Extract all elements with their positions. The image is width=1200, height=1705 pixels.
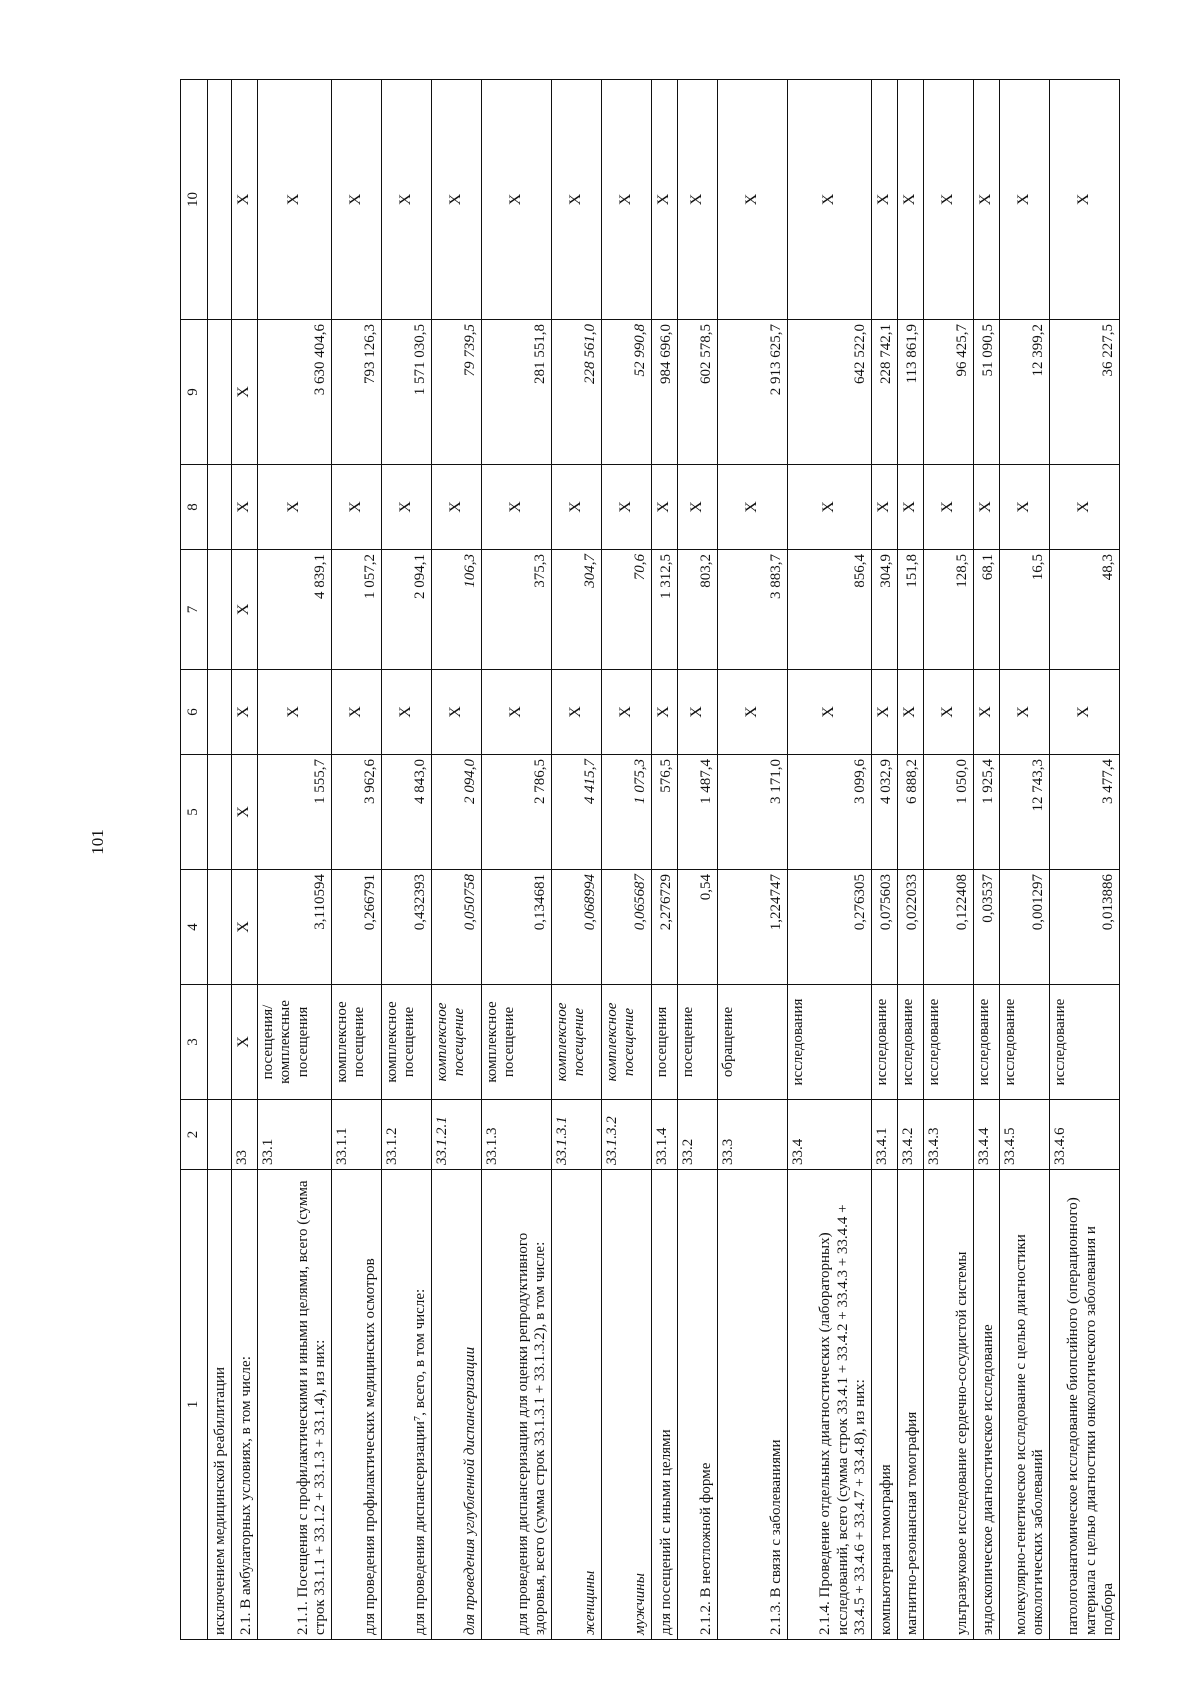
- table-rotator: [180, 80, 1116, 1640]
- row-col8: Х: [482, 465, 552, 550]
- row-code: 33.4.3: [924, 1100, 974, 1170]
- row-col5: 3 099,6: [788, 755, 872, 870]
- row-code: 33.4.5: [1000, 1100, 1050, 1170]
- row-col10: [208, 80, 232, 320]
- row-unit: комплексное посещение: [382, 985, 432, 1100]
- row-code: 33.2: [678, 1100, 718, 1170]
- row-code: 33.1.2.1: [432, 1100, 482, 1170]
- row-col7: 128,5: [924, 550, 974, 670]
- row-unit: [208, 985, 232, 1100]
- row-name: 2.1.1. Посещения с профилактическими и иными целями, всего (сумма строк 33.1.1 + 33.1.2 + 33.1.3 + 33.1.4), из них:: [258, 1170, 332, 1640]
- row-code: 33.4.6: [1050, 1100, 1120, 1170]
- row-col7: 856,4: [788, 550, 872, 670]
- row-col5: 1 487,4: [678, 755, 718, 870]
- table-row: [232, 80, 258, 1640]
- row-col4: 0,050758: [432, 870, 482, 985]
- row-code: 33.4.4: [974, 1100, 1000, 1170]
- row-code: 33.1: [258, 1100, 332, 1170]
- row-col7: 68,1: [974, 550, 1000, 670]
- row-name: молекулярно-генетическое исследование с целью диагностики онкологических заболеваний: [1000, 1170, 1050, 1640]
- table-row: [1000, 80, 1050, 1640]
- row-col10: Х: [332, 80, 382, 320]
- row-name: 2.1.4. Проведение отдельных диагностических (лабораторных) исследований, всего (сумма строк 33.4.1 + 33.4.2 + 33.4.3 + 33.4.4 + 33.4.5 + 33.4.6 + 33.4.7 + 33.4.8), из них:: [788, 1170, 872, 1640]
- row-col10: Х: [898, 80, 924, 320]
- row-col4: 3,110594: [258, 870, 332, 985]
- table-row: [382, 80, 432, 1640]
- table-row: [332, 80, 382, 1640]
- row-col4: 0,065687: [602, 870, 652, 985]
- table-row: [974, 80, 1000, 1640]
- row-name: компьютерная томография: [872, 1170, 898, 1640]
- row-col4: 2,276729: [652, 870, 678, 985]
- row-col9: 984 696,0: [652, 320, 678, 465]
- row-col9: 79 739,5: [432, 320, 482, 465]
- row-col7: 106,3: [432, 550, 482, 670]
- row-col10: Х: [924, 80, 974, 320]
- row-col10: Х: [232, 80, 258, 320]
- row-unit: посещения/ комплексные посещения: [258, 985, 332, 1100]
- row-col5: 2 786,5: [482, 755, 552, 870]
- row-col4: 0,03537: [974, 870, 1000, 985]
- table-row: [898, 80, 924, 1640]
- row-col5: 3 962,6: [332, 755, 382, 870]
- row-unit: исследование: [1050, 985, 1120, 1100]
- row-col6: Х: [678, 670, 718, 755]
- row-name: ультразвуковое исследование сердечно-сосудистой системы: [924, 1170, 974, 1640]
- row-code: 33.1.4: [652, 1100, 678, 1170]
- row-col4: [208, 870, 232, 985]
- row-code: 33.3: [718, 1100, 788, 1170]
- row-col7: 2 094,1: [382, 550, 432, 670]
- row-col10: Х: [788, 80, 872, 320]
- table-row: [718, 80, 788, 1640]
- row-col9: 1 571 030,5: [382, 320, 432, 465]
- row-unit: исследования: [788, 985, 872, 1100]
- row-col7: 151,8: [898, 550, 924, 670]
- row-col8: Х: [678, 465, 718, 550]
- table-row: [432, 80, 482, 1640]
- row-col5: 1 925,4: [974, 755, 1000, 870]
- row-col4: 1,224747: [718, 870, 788, 985]
- row-unit: исследование: [1000, 985, 1050, 1100]
- row-col8: Х: [1050, 465, 1120, 550]
- row-col5: 4 032,9: [872, 755, 898, 870]
- row-code: 33.4.1: [872, 1100, 898, 1170]
- row-col5: Х: [232, 755, 258, 870]
- col-header-10: 10: [181, 80, 208, 320]
- table-row: [482, 80, 552, 1640]
- row-col7: 1 312,5: [652, 550, 678, 670]
- row-name: 2.1.3. В связи с заболеваниями: [718, 1170, 788, 1640]
- col-header-9: 9: [181, 320, 208, 465]
- row-col8: Х: [718, 465, 788, 550]
- row-col6: Х: [332, 670, 382, 755]
- row-col8: Х: [258, 465, 332, 550]
- row-col9: 52 990,8: [602, 320, 652, 465]
- row-code: 33.1.1: [332, 1100, 382, 1170]
- row-col8: Х: [898, 465, 924, 550]
- row-col4: 0,266791: [332, 870, 382, 985]
- row-col9: 36 227,5: [1050, 320, 1120, 465]
- row-name: для проведения углубленной диспансеризации: [432, 1170, 482, 1640]
- row-col10: Х: [382, 80, 432, 320]
- page-number: 101: [88, 829, 107, 855]
- row-unit: исследование: [974, 985, 1000, 1100]
- col-header-7: 7: [181, 550, 208, 670]
- col-header-2: 2: [181, 1100, 208, 1170]
- row-col8: Х: [652, 465, 678, 550]
- row-col4: 0,134681: [482, 870, 552, 985]
- volume-table: [180, 79, 1120, 1640]
- table-body: [208, 80, 1120, 1640]
- row-col7: [208, 550, 232, 670]
- row-col7: Х: [232, 550, 258, 670]
- row-col7: 3 883,7: [718, 550, 788, 670]
- row-col9: 96 425,7: [924, 320, 974, 465]
- row-col6: [208, 670, 232, 755]
- table-row: [208, 80, 232, 1640]
- table-row: [678, 80, 718, 1640]
- table-row: [788, 80, 872, 1640]
- row-code: 33.1.3: [482, 1100, 552, 1170]
- col-header-1: 1: [181, 1170, 208, 1640]
- row-col10: Х: [678, 80, 718, 320]
- row-col9: 12 399,2: [1000, 320, 1050, 465]
- row-col7: 4 839,1: [258, 550, 332, 670]
- row-name: женщины: [552, 1170, 602, 1640]
- row-col10: Х: [1000, 80, 1050, 320]
- row-code: 33.1.2: [382, 1100, 432, 1170]
- row-col8: Х: [974, 465, 1000, 550]
- row-col10: Х: [872, 80, 898, 320]
- row-unit: исследование: [898, 985, 924, 1100]
- table-row: [1050, 80, 1120, 1640]
- row-col5: 1 075,3: [602, 755, 652, 870]
- row-col5: 12 743,3: [1000, 755, 1050, 870]
- row-col8: Х: [788, 465, 872, 550]
- row-col8: Х: [602, 465, 652, 550]
- row-col8: Х: [1000, 465, 1050, 550]
- row-name: 2.1.2. В неотложной форме: [678, 1170, 718, 1640]
- row-col10: Х: [552, 80, 602, 320]
- row-code: 33.4.2: [898, 1100, 924, 1170]
- row-name: для проведения диспансеризации для оценки репродуктивного здоровья, всего (сумма строк 33.1.3.1 + 33.1.3.2), в том числе:: [482, 1170, 552, 1640]
- row-col6: Х: [552, 670, 602, 755]
- row-col5: 576,5: [652, 755, 678, 870]
- row-col8: Х: [552, 465, 602, 550]
- row-name: патологоанатомическое исследование биопсийного (операционного) материала с целью диагностики онкологического заболевания и подбора: [1050, 1170, 1120, 1640]
- row-col9: 281 551,8: [482, 320, 552, 465]
- table-row: [652, 80, 678, 1640]
- row-col7: 48,3: [1050, 550, 1120, 670]
- row-unit: комплексное посещение: [432, 985, 482, 1100]
- row-col6: Х: [652, 670, 678, 755]
- row-unit: посещение: [678, 985, 718, 1100]
- row-col10: Х: [258, 80, 332, 320]
- row-col5: 4 415,7: [552, 755, 602, 870]
- col-header-3: 3: [181, 985, 208, 1100]
- col-header-5: 5: [181, 755, 208, 870]
- row-unit: комплексное посещение: [602, 985, 652, 1100]
- row-col7: 304,9: [872, 550, 898, 670]
- row-col5: 6 888,2: [898, 755, 924, 870]
- row-name: магнитно-резонансная томография: [898, 1170, 924, 1640]
- row-col7: 1 057,2: [332, 550, 382, 670]
- row-col9: 793 126,3: [332, 320, 382, 465]
- row-unit: комплексное посещение: [482, 985, 552, 1100]
- row-col4: 0,013886: [1050, 870, 1120, 985]
- row-col8: Х: [232, 465, 258, 550]
- row-col4: 0,001297: [1000, 870, 1050, 985]
- row-code: 33: [232, 1100, 258, 1170]
- table-row: [552, 80, 602, 1640]
- row-col6: Х: [898, 670, 924, 755]
- row-col6: Х: [924, 670, 974, 755]
- row-col10: Х: [1050, 80, 1120, 320]
- row-name: эндоскопическое диагностическое исследование: [974, 1170, 1000, 1640]
- row-col7: 16,5: [1000, 550, 1050, 670]
- row-code: [208, 1100, 232, 1170]
- row-col9: 228 561,0: [552, 320, 602, 465]
- col-header-6: 6: [181, 670, 208, 755]
- row-col10: Х: [482, 80, 552, 320]
- row-col10: Х: [718, 80, 788, 320]
- row-col8: Х: [382, 465, 432, 550]
- row-col6: Х: [432, 670, 482, 755]
- row-col8: Х: [872, 465, 898, 550]
- row-col8: [208, 465, 232, 550]
- row-col9: Х: [232, 320, 258, 465]
- row-col6: Х: [974, 670, 1000, 755]
- row-col9: 602 578,5: [678, 320, 718, 465]
- row-unit: обращение: [718, 985, 788, 1100]
- row-name: для проведения диспансеризации⁷, всего, в том числе:: [382, 1170, 432, 1640]
- row-col6: Х: [482, 670, 552, 755]
- row-col4: 0,068994: [552, 870, 602, 985]
- row-col8: Х: [332, 465, 382, 550]
- row-col6: Х: [258, 670, 332, 755]
- row-col4: 0,122408: [924, 870, 974, 985]
- row-col6: Х: [1050, 670, 1120, 755]
- row-col6: Х: [718, 670, 788, 755]
- row-col7: 70,6: [602, 550, 652, 670]
- row-col5: [208, 755, 232, 870]
- row-unit: Х: [232, 985, 258, 1100]
- header-row: [181, 80, 208, 1640]
- row-col4: 0,432393: [382, 870, 432, 985]
- row-col6: Х: [788, 670, 872, 755]
- row-unit: посещения: [652, 985, 678, 1100]
- row-col4: 0,075603: [872, 870, 898, 985]
- row-code: 33.1.3.1: [552, 1100, 602, 1170]
- row-col6: Х: [232, 670, 258, 755]
- row-col4: Х: [232, 870, 258, 985]
- row-col5: 3 171,0: [718, 755, 788, 870]
- row-col5: 4 843,0: [382, 755, 432, 870]
- row-col5: 1 050,0: [924, 755, 974, 870]
- row-col7: 304,7: [552, 550, 602, 670]
- row-unit: исследование: [872, 985, 898, 1100]
- row-col5: 1 555,7: [258, 755, 332, 870]
- row-col10: Х: [602, 80, 652, 320]
- row-name: исключением медицинской реабилитации: [208, 1170, 232, 1640]
- row-name: 2.1. В амбулаторных условиях, в том числе:: [232, 1170, 258, 1640]
- row-code: 33.1.3.2: [602, 1100, 652, 1170]
- table-row: [872, 80, 898, 1640]
- row-col9: 3 630 404,6: [258, 320, 332, 465]
- row-col4: 0,276305: [788, 870, 872, 985]
- row-col6: Х: [382, 670, 432, 755]
- row-col6: Х: [872, 670, 898, 755]
- row-unit: исследование: [924, 985, 974, 1100]
- row-col7: 375,3: [482, 550, 552, 670]
- row-code: 33.4: [788, 1100, 872, 1170]
- row-col7: 803,2: [678, 550, 718, 670]
- row-col9: 228 742,1: [872, 320, 898, 465]
- row-unit: комплексное посещение: [552, 985, 602, 1100]
- col-header-4: 4: [181, 870, 208, 985]
- row-col5: 3 477,4: [1050, 755, 1120, 870]
- row-unit: комплексное посещение: [332, 985, 382, 1100]
- row-col9: 642 522,0: [788, 320, 872, 465]
- row-name: для посещений с иными целями: [652, 1170, 678, 1640]
- row-col6: Х: [1000, 670, 1050, 755]
- rotated-table-wrapper: [180, 80, 1116, 1640]
- row-col4: 0,54: [678, 870, 718, 985]
- row-col8: Х: [924, 465, 974, 550]
- row-col6: Х: [602, 670, 652, 755]
- row-name: для проведения профилактических медицинских осмотров: [332, 1170, 382, 1640]
- row-col10: Х: [652, 80, 678, 320]
- row-col9: [208, 320, 232, 465]
- row-col5: 2 094,0: [432, 755, 482, 870]
- row-col10: Х: [432, 80, 482, 320]
- row-col9: 51 090,5: [974, 320, 1000, 465]
- col-header-8: 8: [181, 465, 208, 550]
- row-col8: Х: [432, 465, 482, 550]
- row-col10: Х: [974, 80, 1000, 320]
- table-row: [258, 80, 332, 1640]
- row-col4: 0,022033: [898, 870, 924, 985]
- row-col9: 2 913 625,7: [718, 320, 788, 465]
- row-name: мужчины: [602, 1170, 652, 1640]
- table-row: [602, 80, 652, 1640]
- row-col9: 113 861,9: [898, 320, 924, 465]
- table-row: [924, 80, 974, 1640]
